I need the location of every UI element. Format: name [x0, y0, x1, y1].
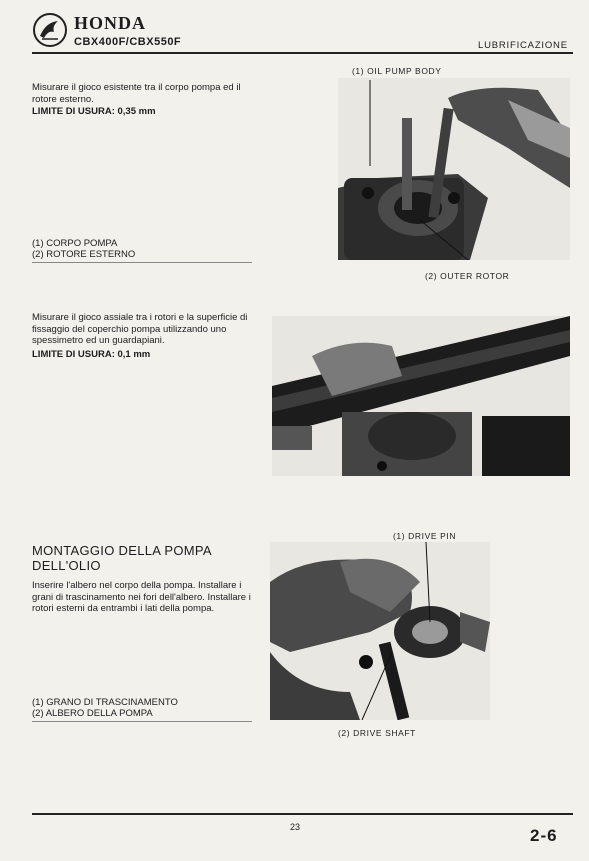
block3-legend-2: (2) ALBERO DELLA POMPA	[32, 708, 153, 719]
block1-legend-rule	[32, 262, 252, 263]
block3-legend-1: (1) GRANO DI TRASCINAMENTO	[32, 697, 178, 708]
model-name: CBX400F/CBX550F	[74, 36, 182, 48]
block3-legend-rule	[32, 721, 252, 722]
header-rule	[32, 52, 573, 54]
feeler-gauge-photo	[272, 316, 570, 476]
section-title: LUBRIFICAZIONE	[478, 40, 568, 51]
block2-limit: LIMITE DI USURA: 0,1 mm	[32, 349, 151, 360]
block1-legend-2: (2) ROTORE ESTERNO	[32, 249, 136, 260]
block1-limit: LIMITE DI USURA: 0,35 mm	[32, 106, 156, 117]
photo3-label-bottom: (2) DRIVE SHAFT	[338, 728, 416, 738]
block3-heading: MONTAGGIO DELLA POMPA DELL'OLIO	[32, 543, 212, 573]
photo3-label-top: (1) DRIVE PIN	[393, 531, 457, 541]
block1-text: Misurare il gioco esistente tra il corpo pompa ed il rotore esterno.	[32, 82, 241, 105]
honda-logo-icon	[32, 12, 68, 48]
block3-text: Inserire l'albero nel corpo della pompa. Installare i grani di trascinamento nei fori dell'albero. Installare i rotori esterni da entrambi i lati della pompa.	[32, 580, 251, 614]
photo1-label-top: (1) OIL PUMP BODY	[352, 66, 442, 76]
page-number: 23	[290, 822, 301, 832]
block1-legend-1: (1) CORPO POMPA	[32, 238, 118, 249]
footer-rule	[32, 813, 573, 815]
photo1-label-bottom: (2) OUTER ROTOR	[425, 271, 510, 281]
brand-name: HONDA	[74, 13, 146, 33]
section-page-number: 2-6	[530, 826, 558, 845]
block2-text: Misurare il gioco assiale tra i rotori e la superficie di fissaggio del coperchio pompa utilizzando uno spessimetro ed un guardapiani.	[32, 312, 248, 346]
drive-pin-photo	[270, 542, 490, 720]
oil-pump-body-photo	[338, 78, 570, 260]
